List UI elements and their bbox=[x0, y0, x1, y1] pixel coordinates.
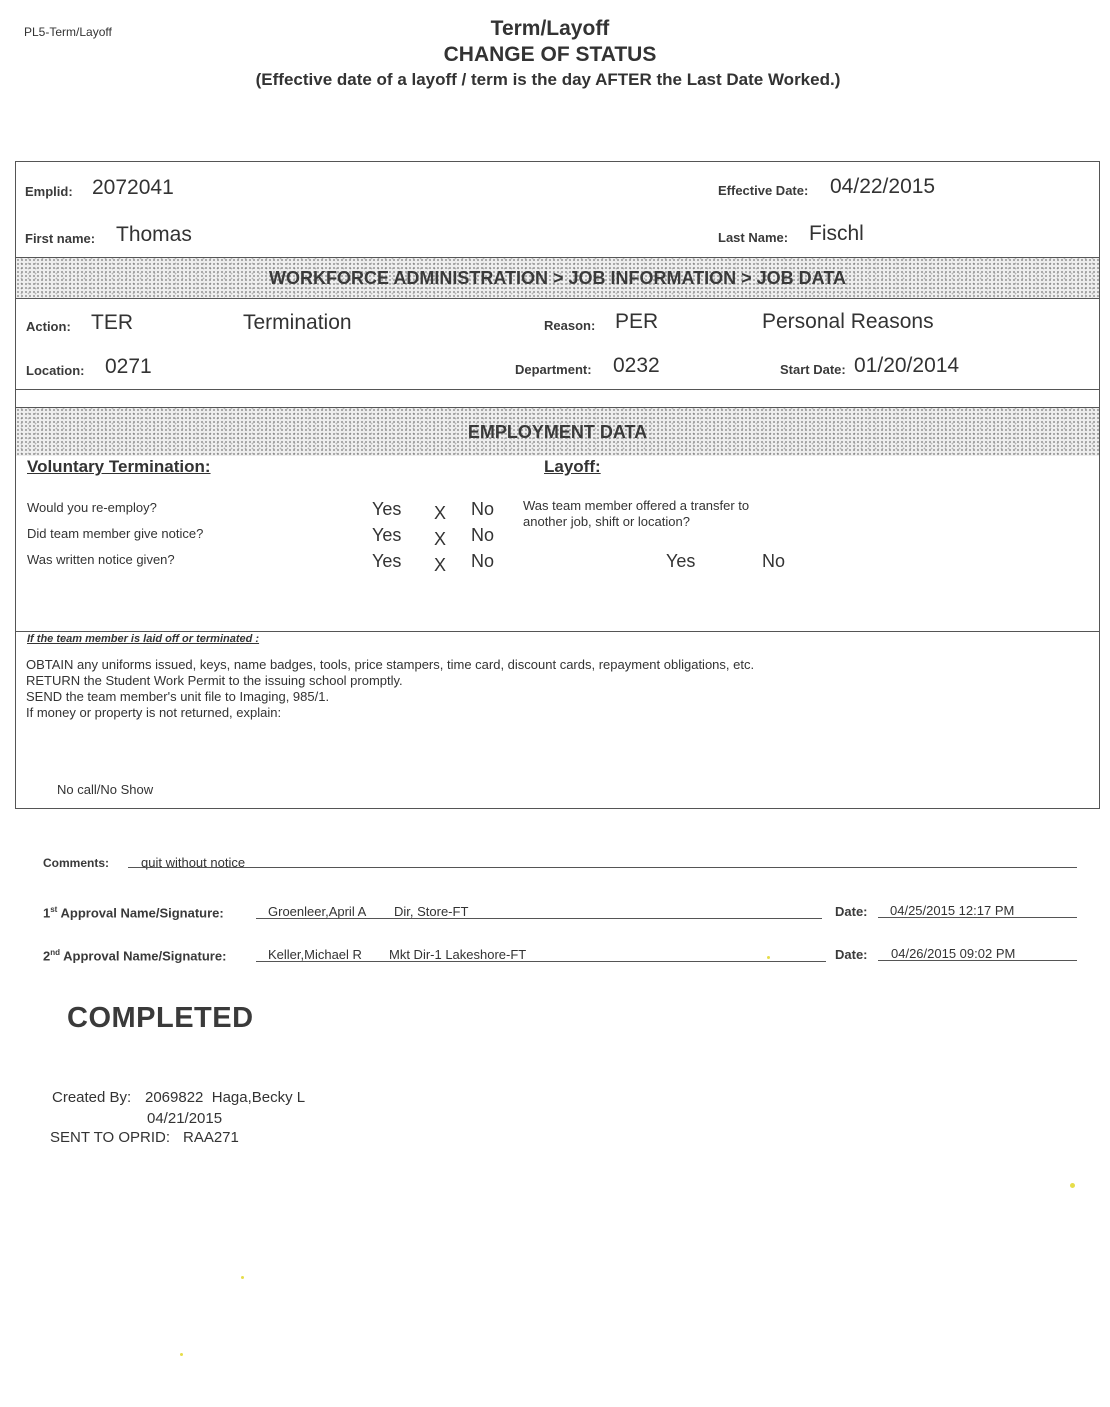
written-notice-mark: X bbox=[434, 555, 447, 575]
effective-date-value: 04/22/2015 bbox=[830, 175, 936, 198]
instruction-line: OBTAIN any uniforms issued, keys, name badges, tools, price stampers, time card, discount cards, repayment obligations, etc. bbox=[26, 657, 755, 672]
form-code: PL5-Term/Layoff bbox=[24, 25, 112, 39]
action-code: TER bbox=[91, 311, 133, 334]
department-value: 0232 bbox=[613, 354, 660, 377]
reemploy-no: No bbox=[471, 499, 495, 519]
action-label: Action: bbox=[26, 319, 71, 334]
question-reemploy: Would you re-employ? bbox=[27, 500, 157, 515]
notice-mark: X bbox=[434, 529, 447, 549]
layoff-heading: Layoff: bbox=[544, 457, 601, 476]
divider bbox=[15, 631, 1100, 632]
second-approval-label: 2nd Approval Name/Signature: bbox=[43, 948, 227, 964]
scan-speck bbox=[1070, 1183, 1075, 1188]
department-label: Department: bbox=[515, 362, 592, 377]
instructions-heading: If the team member is laid off or terminated : bbox=[27, 633, 260, 645]
comments-line bbox=[128, 867, 1077, 868]
first-approval-line bbox=[256, 918, 822, 919]
last-name-value: Fischl bbox=[809, 222, 864, 245]
start-date-value: 01/20/2014 bbox=[854, 354, 960, 377]
last-name-label: Last Name: bbox=[718, 230, 789, 245]
reason-code: PER bbox=[615, 310, 659, 333]
emplid-label: Emplid: bbox=[25, 184, 73, 199]
layoff-no: No bbox=[762, 551, 786, 571]
divider bbox=[15, 389, 1100, 390]
question-written-notice: Was written notice given? bbox=[27, 552, 175, 567]
created-date: 04/21/2015 bbox=[147, 1110, 223, 1127]
first-name-label: First name: bbox=[25, 231, 96, 246]
created-by-label: Created By: bbox=[52, 1089, 132, 1106]
question-notice: Did team member give notice? bbox=[27, 526, 204, 541]
comments-value: quit without notice bbox=[141, 855, 246, 870]
divider bbox=[15, 298, 1100, 299]
instruction-line: RETURN the Student Work Permit to the issuing school promptly. bbox=[26, 673, 403, 688]
employment-data-band bbox=[16, 408, 1099, 456]
emplid-value: 2072041 bbox=[92, 176, 174, 199]
scan-speck bbox=[767, 956, 770, 959]
layoff-question-line2: another job, shift or location? bbox=[523, 514, 690, 529]
effective-date-label: Effective Date: bbox=[718, 183, 809, 198]
notice-no: No bbox=[471, 525, 495, 545]
sent-to-label: SENT TO OPRID: bbox=[50, 1129, 171, 1146]
scan-speck bbox=[241, 1276, 244, 1279]
form-title: Term/Layoff bbox=[490, 17, 610, 40]
instruction-line: If money or property is not returned, explain: bbox=[26, 705, 282, 720]
written-notice-no: No bbox=[471, 551, 495, 571]
reason-description: Personal Reasons bbox=[762, 310, 934, 333]
comments-label: Comments: bbox=[43, 856, 110, 870]
first-approval-name: Groenleer,April A bbox=[268, 904, 367, 919]
instruction-line: SEND the team member's unit file to Imaging, 985/1. bbox=[26, 689, 330, 704]
job-data-band bbox=[16, 258, 1099, 298]
reemploy-yes: Yes bbox=[372, 499, 402, 519]
sent-to-value: RAA271 bbox=[183, 1129, 239, 1146]
second-date-value: 04/26/2015 09:02 PM bbox=[891, 946, 1016, 961]
action-description: Termination bbox=[243, 311, 352, 334]
status-completed: COMPLETED bbox=[67, 1002, 254, 1034]
form-subtitle: CHANGE OF STATUS bbox=[443, 43, 657, 66]
first-approval-title: Dir, Store-FT bbox=[394, 904, 469, 919]
second-date-label: Date: bbox=[835, 947, 868, 962]
notice-yes: Yes bbox=[372, 525, 402, 545]
reason-label: Reason: bbox=[544, 318, 596, 333]
voluntary-termination-heading: Voluntary Termination: bbox=[27, 457, 211, 476]
first-date-value: 04/25/2015 12:17 PM bbox=[890, 903, 1015, 918]
scan-speck bbox=[180, 1353, 183, 1356]
first-date-line bbox=[878, 917, 1077, 918]
explanation-text: No call/No Show bbox=[57, 782, 154, 797]
created-by-value: 2069822 Haga,Becky L bbox=[145, 1089, 306, 1106]
first-name-value: Thomas bbox=[116, 223, 192, 246]
job-data-band-title: WORKFORCE ADMINISTRATION > JOB INFORMATION > JOB DATA bbox=[269, 268, 846, 288]
second-approval-line bbox=[256, 961, 826, 962]
start-date-label: Start Date: bbox=[780, 362, 846, 377]
employment-data-band-title: EMPLOYMENT DATA bbox=[467, 422, 648, 442]
location-label: Location: bbox=[26, 363, 85, 378]
first-approval-label: 1st Approval Name/Signature: bbox=[43, 905, 224, 921]
second-date-line bbox=[878, 960, 1077, 961]
first-date-label: Date: bbox=[835, 904, 868, 919]
reemploy-mark: X bbox=[434, 503, 447, 523]
second-approval-title: Mkt Dir-1 Lakeshore-FT bbox=[389, 947, 527, 962]
written-notice-yes: Yes bbox=[372, 551, 402, 571]
layoff-yes: Yes bbox=[666, 551, 696, 571]
location-value: 0271 bbox=[105, 355, 152, 378]
form-note: (Effective date of a layoff / term is the day AFTER the Last Date Worked.) bbox=[255, 70, 841, 89]
second-approval-name: Keller,Michael R bbox=[268, 947, 362, 962]
layoff-question-line1: Was team member offered a transfer to bbox=[523, 498, 750, 513]
